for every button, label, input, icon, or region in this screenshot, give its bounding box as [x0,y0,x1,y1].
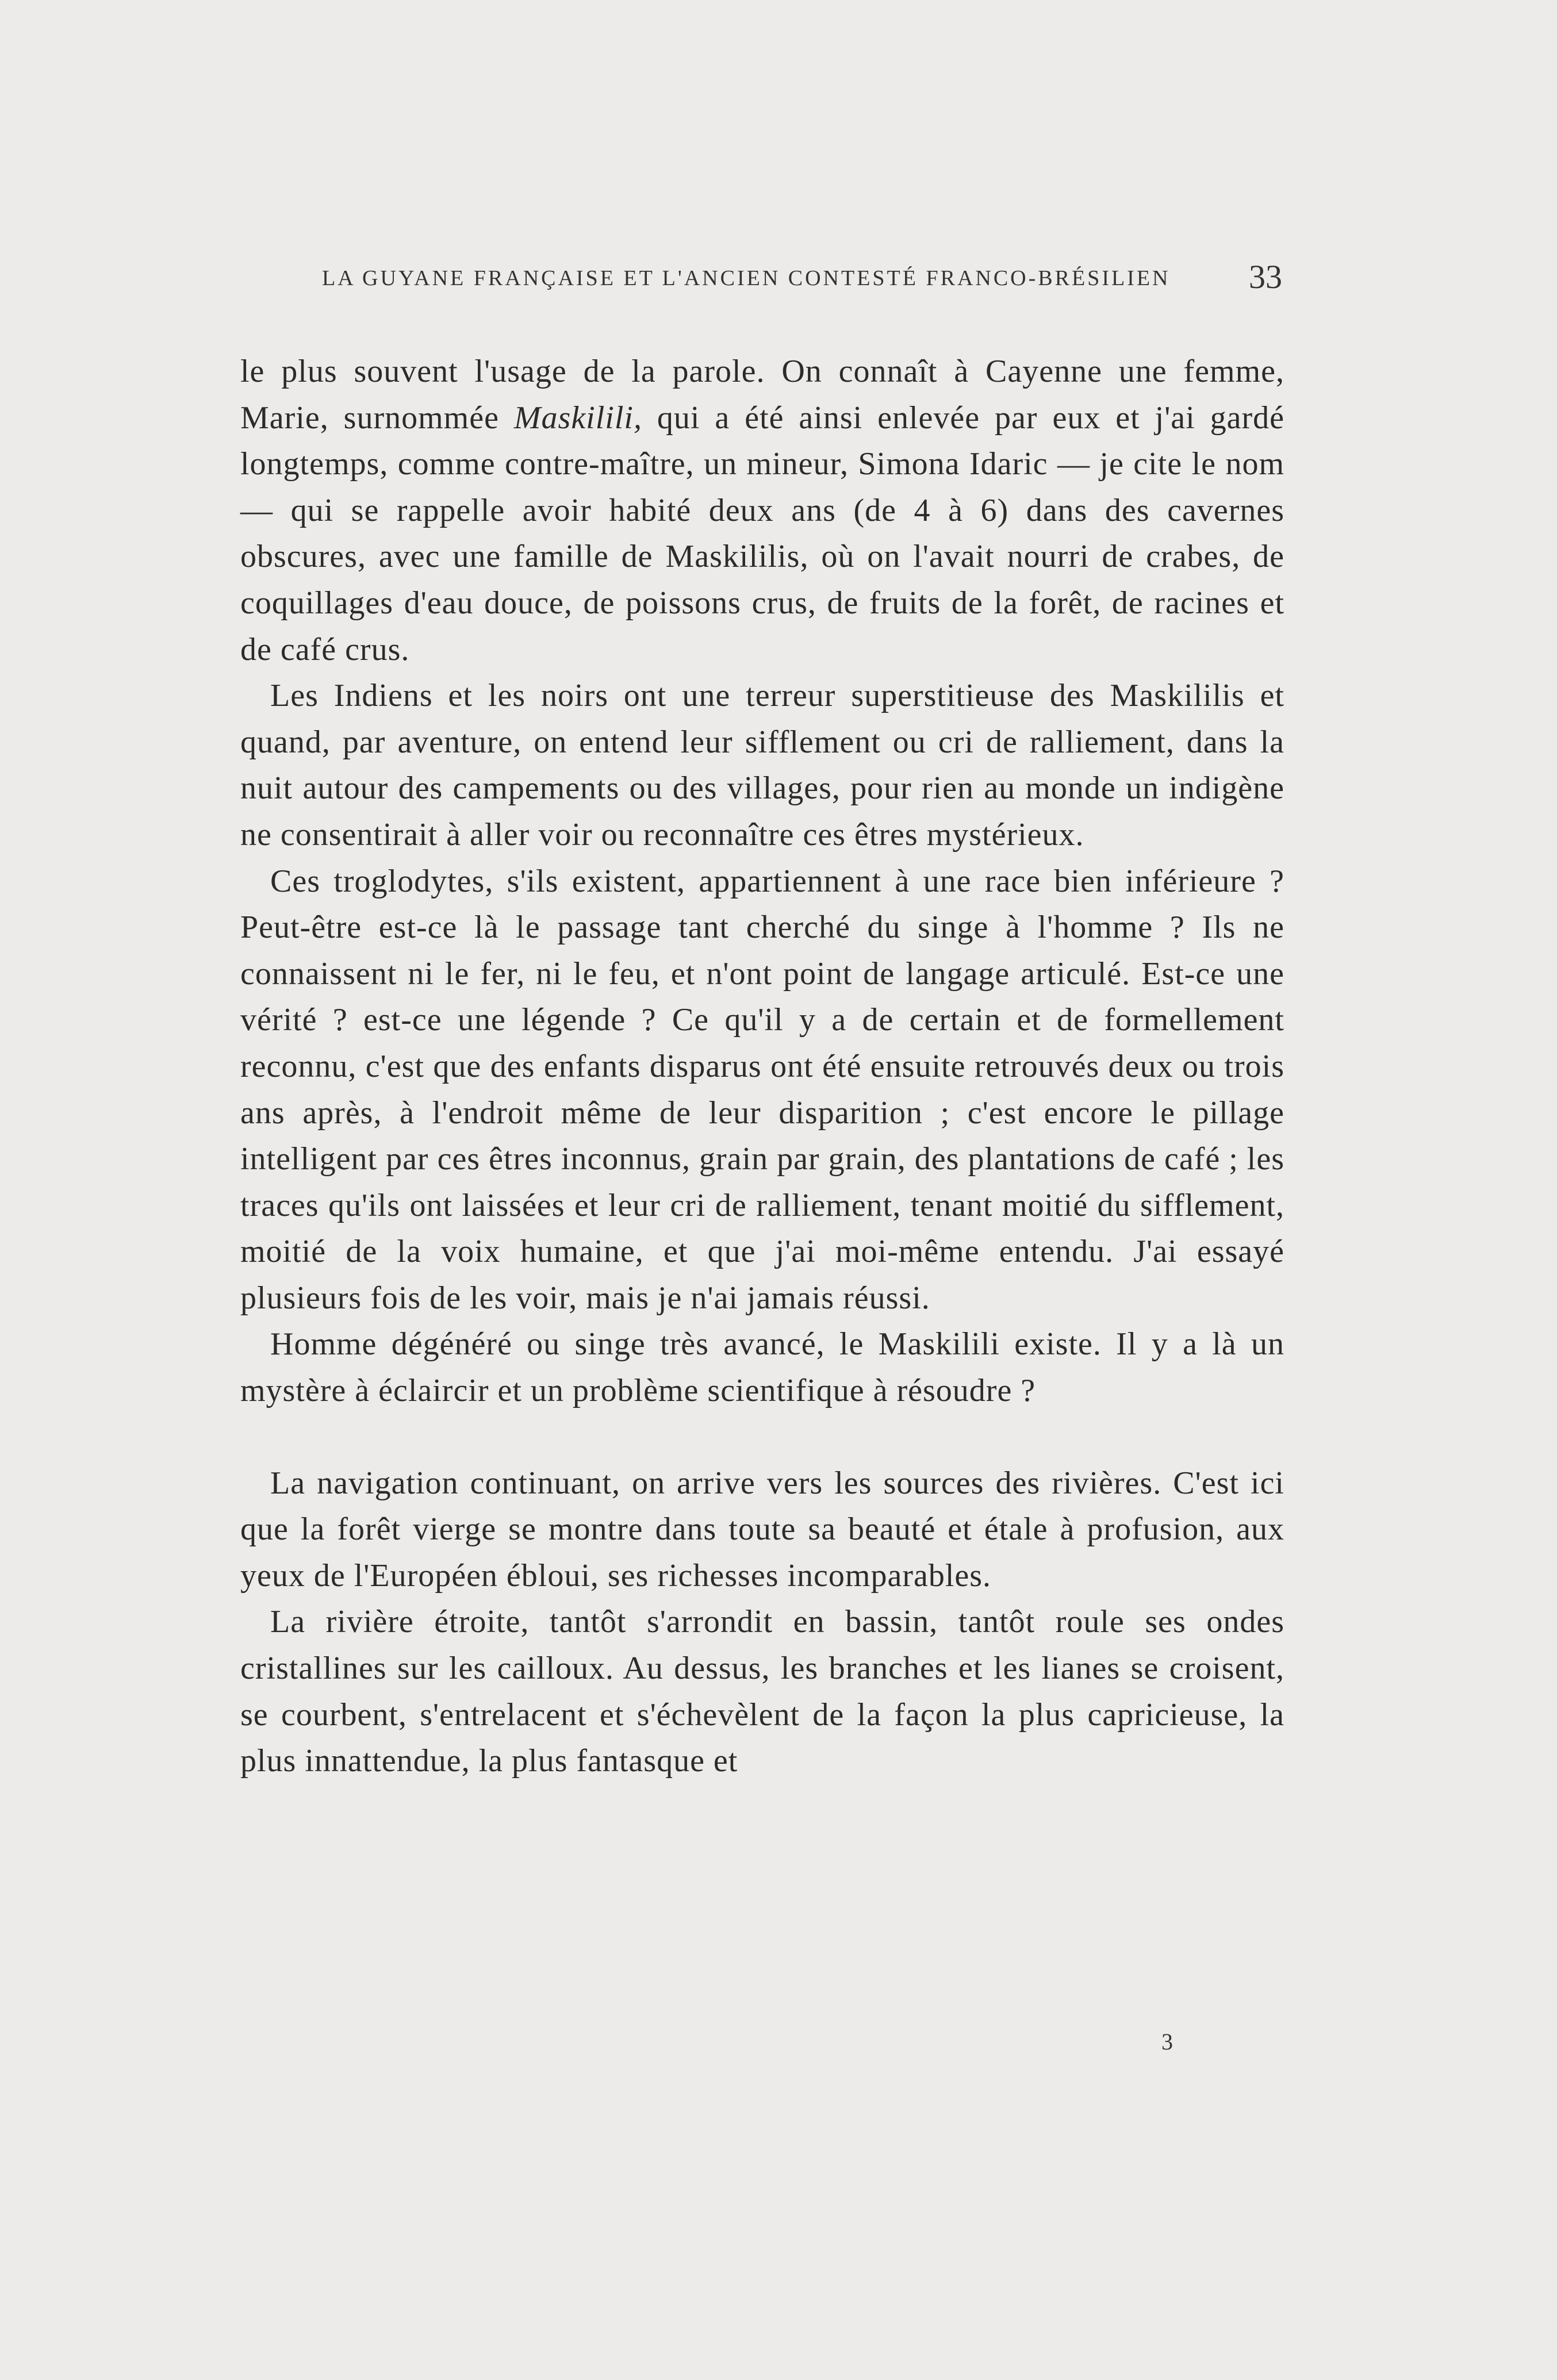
paragraph-2: Les Indiens et les noirs ont une terreur superstitieuse des Maskililis et quand, par aventure, on entend leur sifflement ou cri de ralliement, dans la nuit autour des campements ou des villages, pour rien au monde un indigène ne consentirait à aller voir ou reconnaître ces êtres mystérieux. [240,678,1284,853]
paragraph-1-text-a: le plus souvent l'usage de la parole. On connaît à Cayenne une femme, Marie, surnommée [240,354,1284,436]
paragraph-3: Ces troglodytes, s'ils existent, appartiennent à une race bien inférieure ? Peut-être est-ce là le passage tant cherché du singe à l'homme ? Ils ne connaissent ni le fer, ni le feu, et n'ont point de langage articulé. Est-ce une vérité ? est-ce une légende ? Ce qu'il y a de certain et de formellement reconnu, c'est que des enfants disparus ont été ensuite retrouvés deux ou trois ans après, à l'endroit même de leur disparition ; c'est encore le pillage intelligent par ces êtres inconnus, grain par grain, des plantations de café ; les traces qu'ils ont laissées et leur cri de ralliement, tenant moitié du sifflement, moitié de la voix humaine, et que j'ai moi-même entendu. J'ai essayé plusieurs fois de les voir, mais je n'ai jamais réussi. [240,863,1284,1316]
paragraph-1 [240,348,1284,673]
paragraph-6: La rivière étroite, tantôt s'arrondit en bassin, tantôt roule ses ondes cristallines sur les cailloux. Au dessus, les branches et les lianes se croisent, se courbent, s'entrelacent et s'échevèlent de la façon la plus capricieuse, la plus innattendue, la plus fantasque et [240,1604,1284,1779]
paragraph-5: La navigation continuant, on arrive vers les sources des rivières. C'est ici que la forêt vierge se montre dans toute sa beauté et étale à profusion, aux yeux de l'Européen ébloui, ses richesses incomparables. [240,1465,1284,1594]
paragraph-1-text-b: qui a été ainsi enlevée par eux et j'ai gardé longtemps, comme contre-maître, un mineur, Simona Idaric — je cite le nom — qui se rappelle avoir habité deux ans (de 4 à 6) dans des cavernes obscures, avec une famille de Maskililis, où on l'avait nourri de crabes, de coquillages d'eau douce, de poissons crus, de fruits de la forêt, de racines et de café crus. [240,400,1285,667]
page-number: 33 [1249,258,1282,295]
running-title: LA GUYANE FRANÇAISE ET L'ANCIEN CONTESTÉ FRANCO-BRÉSILIEN [322,266,1171,290]
body-text [240,348,1284,1784]
paragraph-4: Homme dégénéré ou singe très avancé, le Maskilili existe. Il y a là un mystère à éclaircir et un problème scientifique à résoudre ? [240,1326,1284,1409]
paragraph-1-italic: Maskilili, [513,400,642,436]
signature-mark: 3 [1161,2029,1173,2055]
